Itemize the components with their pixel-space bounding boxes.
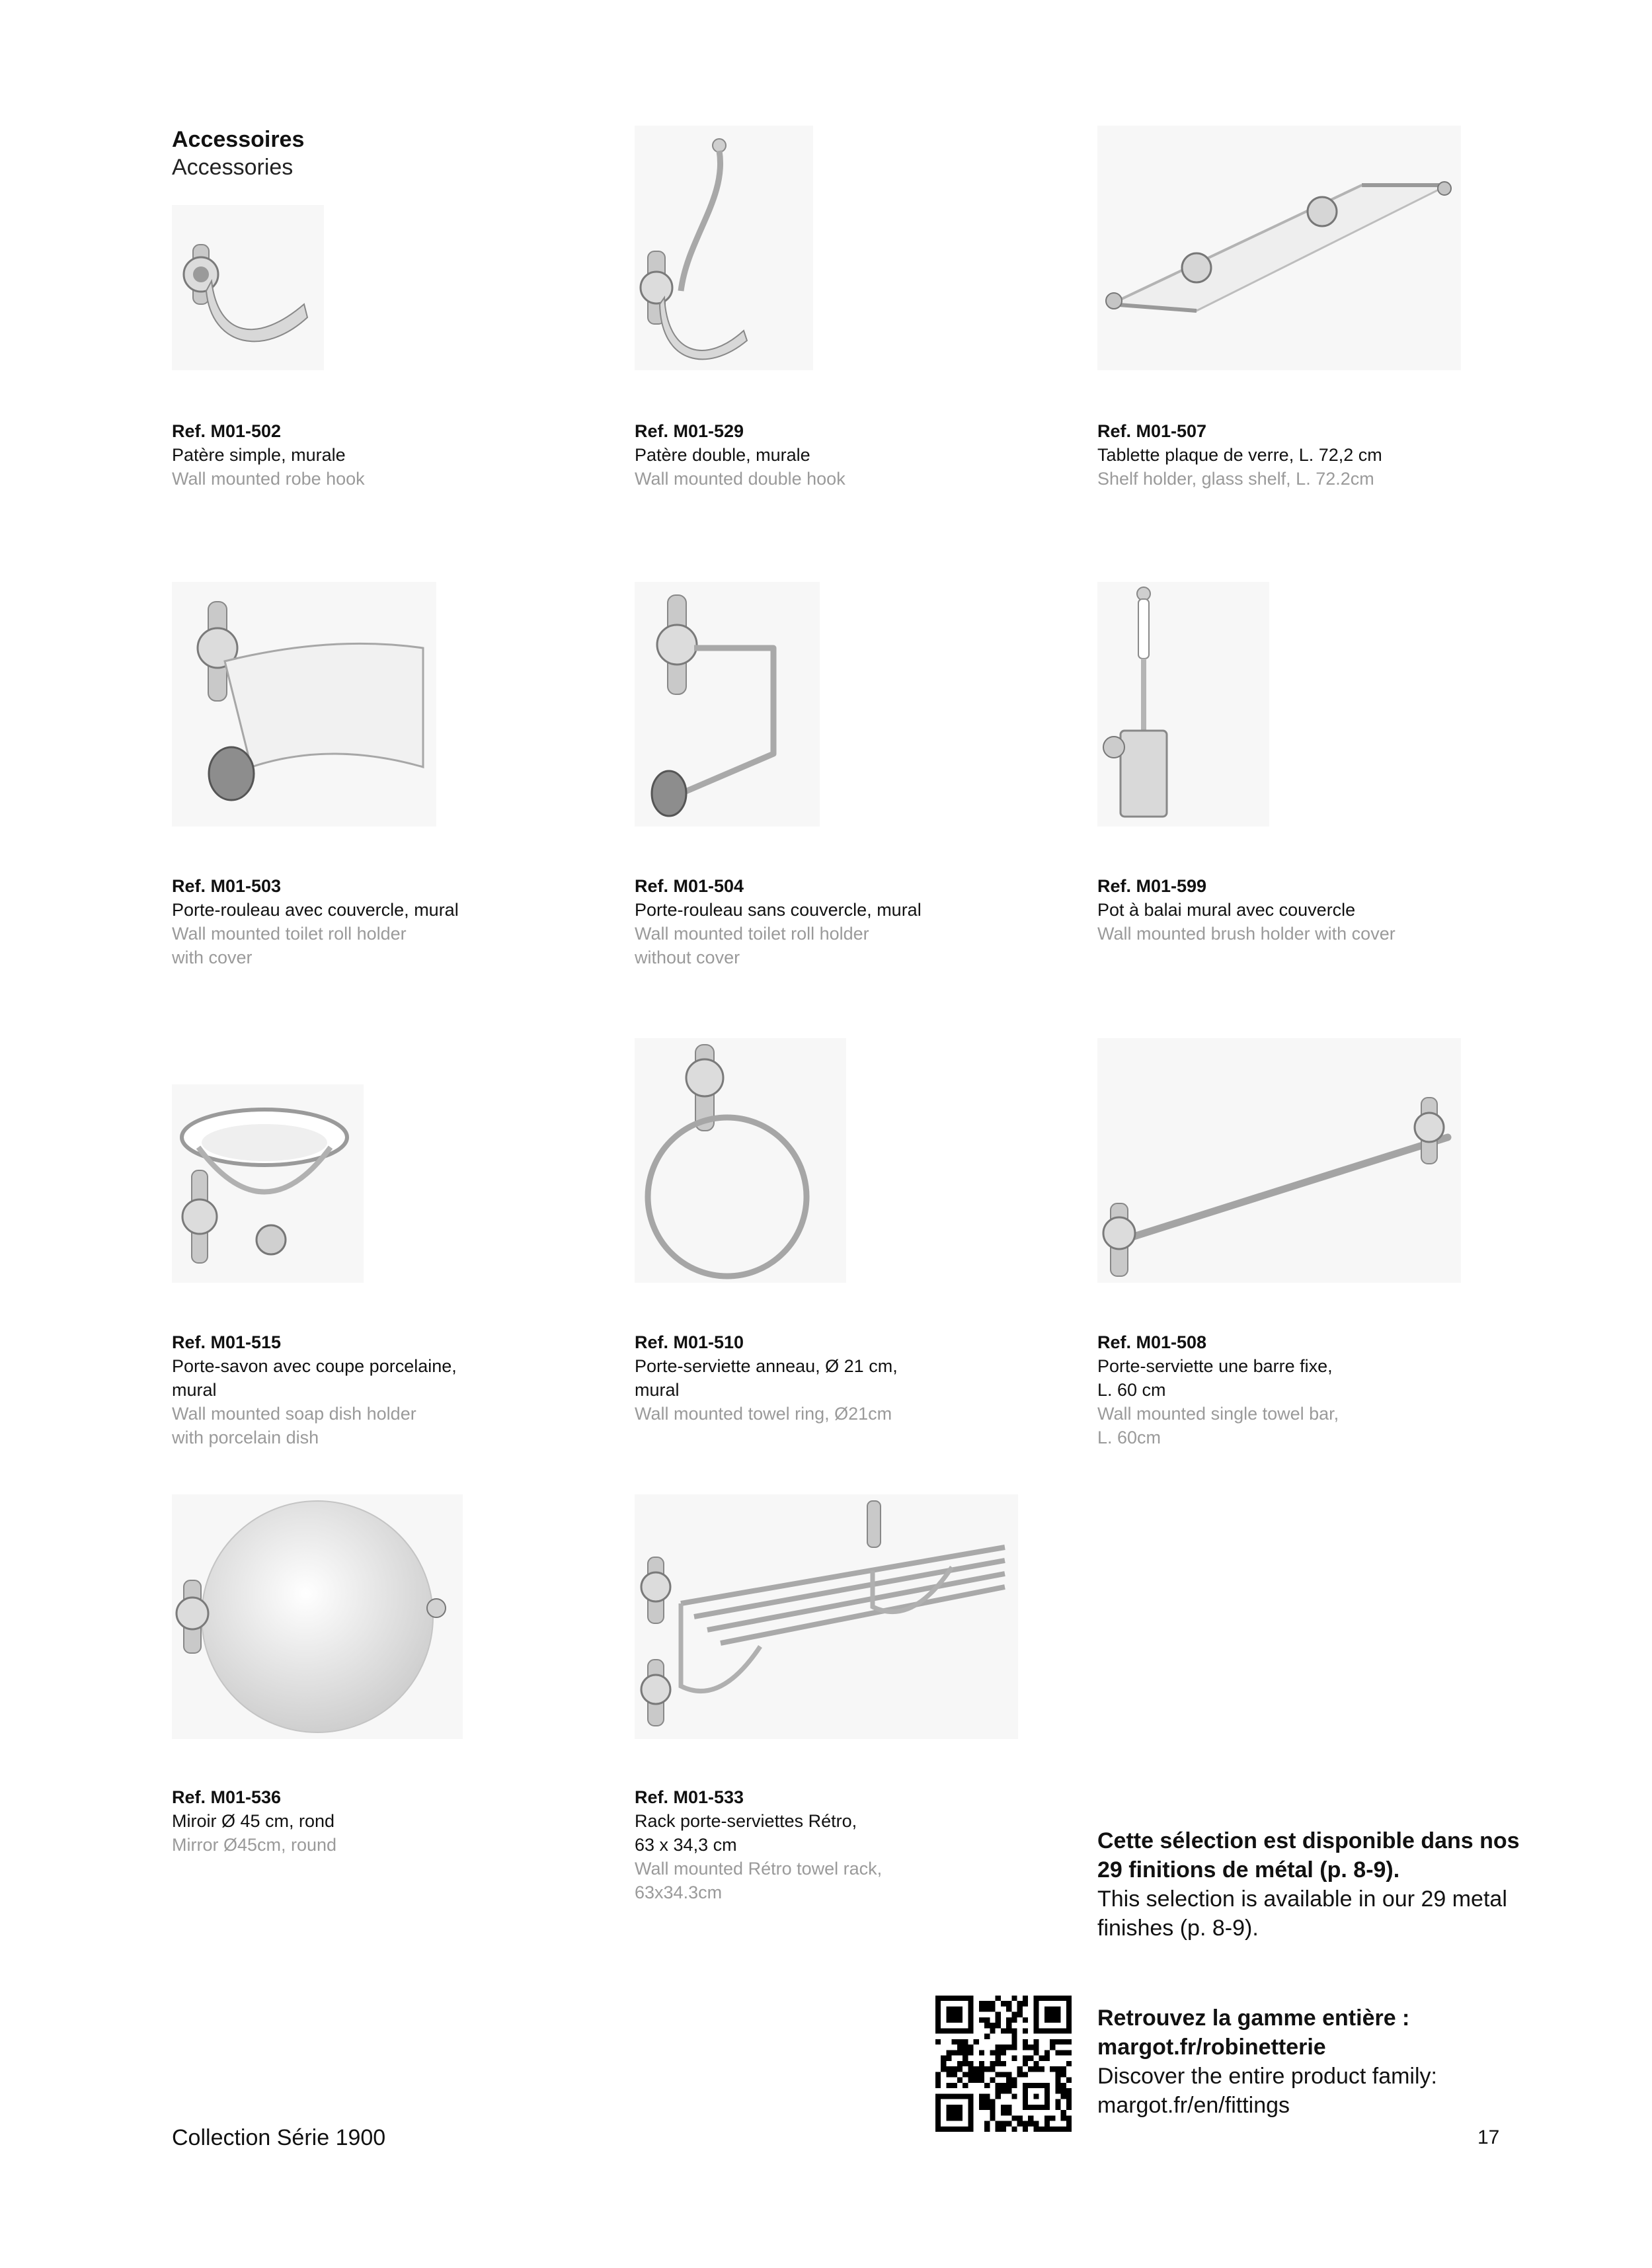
product-card bbox=[172, 419, 542, 491]
product-name-en: Wall mounted double hook bbox=[635, 469, 846, 489]
product-name-fr: Porte-rouleau sans couvercle, mural bbox=[635, 900, 922, 920]
product-card bbox=[1097, 419, 1468, 491]
section-title: Accessoires bbox=[172, 127, 305, 152]
qr-code-icon bbox=[935, 1996, 1072, 2132]
product-card bbox=[172, 1330, 542, 1449]
range-note-fr: Retrouvez la gamme entière : bbox=[1097, 2005, 1410, 2031]
double-hook-icon bbox=[635, 126, 813, 370]
product-name-fr: Patère simple, murale bbox=[172, 445, 346, 465]
product-ref: Ref. M01-599 bbox=[1097, 876, 1207, 896]
product-ref: Ref. M01-510 bbox=[635, 1332, 744, 1352]
finishes-note bbox=[1097, 1826, 1520, 1943]
product-card bbox=[635, 419, 1005, 491]
product-card bbox=[172, 874, 542, 969]
product-ref: Ref. M01-503 bbox=[172, 876, 282, 896]
product-ref: Ref. M01-502 bbox=[172, 421, 282, 441]
range-link-fr[interactable]: margot.fr/robinetterie bbox=[1097, 2035, 1326, 2060]
round-mirror-icon bbox=[172, 1494, 463, 1739]
product-name-fr: Tablette plaque de verre, L. 72,2 cm bbox=[1097, 445, 1382, 465]
page-number: 17 bbox=[1477, 2126, 1500, 2148]
product-ref: Ref. M01-536 bbox=[172, 1787, 282, 1807]
range-note bbox=[1097, 2004, 1520, 2120]
toilet-roll-holder-cover-icon bbox=[172, 582, 436, 827]
product-ref: Ref. M01-507 bbox=[1097, 421, 1207, 441]
product-card bbox=[635, 1785, 1005, 1904]
product-card bbox=[1097, 874, 1468, 946]
glass-shelf-icon bbox=[1097, 126, 1461, 370]
towel-bar-icon bbox=[1097, 1038, 1461, 1283]
product-card bbox=[1097, 1330, 1468, 1449]
soap-dish-icon bbox=[172, 1084, 364, 1283]
product-name-en: Wall mounted soap dish holder with porcelain dish bbox=[172, 1404, 416, 1447]
product-name-en: Mirror Ø45cm, round bbox=[172, 1835, 337, 1855]
product-ref: Ref. M01-504 bbox=[635, 876, 744, 896]
product-name-fr: Pot à balai mural avec couvercle bbox=[1097, 900, 1356, 920]
product-name-en: Wall mounted brush holder with cover bbox=[1097, 924, 1396, 944]
product-name-fr: Porte-serviette anneau, Ø 21 cm, mural bbox=[635, 1356, 898, 1400]
toilet-roll-holder-icon bbox=[635, 582, 820, 827]
product-ref: Ref. M01-533 bbox=[635, 1787, 744, 1807]
product-name-fr: Porte-rouleau avec couvercle, mural bbox=[172, 900, 459, 920]
collection-name: Collection Série 1900 bbox=[172, 2125, 386, 2150]
range-note-en: Discover the entire product family: bbox=[1097, 2064, 1437, 2089]
section-subtitle: Accessories bbox=[172, 155, 294, 180]
product-name-fr: Rack porte-serviettes Rétro, 63 x 34,3 cm bbox=[635, 1811, 857, 1855]
brush-holder-icon bbox=[1097, 582, 1269, 827]
product-name-fr: Porte-savon avec coupe porcelaine, mural bbox=[172, 1356, 457, 1400]
product-name-fr: Patère double, murale bbox=[635, 445, 810, 465]
product-name-en: Wall mounted toilet roll holder without cover bbox=[635, 924, 869, 967]
product-name-fr: Porte-serviette une barre fixe, L. 60 cm bbox=[1097, 1356, 1333, 1400]
product-name-en: Wall mounted towel ring, Ø21cm bbox=[635, 1404, 892, 1424]
towel-rack-icon bbox=[635, 1494, 1018, 1739]
product-ref: Ref. M01-529 bbox=[635, 421, 744, 441]
finishes-note-en: This selection is available in our 29 metal finishes (p. 8-9). bbox=[1097, 1886, 1507, 1941]
product-card bbox=[635, 874, 1005, 969]
product-ref: Ref. M01-508 bbox=[1097, 1332, 1207, 1352]
product-name-en: Wall mounted toilet roll holder with cover bbox=[172, 924, 407, 967]
towel-ring-icon bbox=[635, 1038, 846, 1283]
product-name-en: Wall mounted Rétro towel rack, 63x34.3cm bbox=[635, 1859, 883, 1902]
finishes-note-fr: Cette sélection est disponible dans nos 29 finitions de métal (p. 8-9). bbox=[1097, 1828, 1520, 1883]
product-name-en: Shelf holder, glass shelf, L. 72.2cm bbox=[1097, 469, 1374, 489]
product-ref: Ref. M01-515 bbox=[172, 1332, 282, 1352]
robe-hook-icon bbox=[172, 205, 324, 370]
product-name-fr: Miroir Ø 45 cm, rond bbox=[172, 1811, 335, 1831]
product-name-en: Wall mounted robe hook bbox=[172, 469, 365, 489]
range-link-en[interactable]: margot.fr/en/fittings bbox=[1097, 2093, 1290, 2118]
product-card bbox=[635, 1330, 1005, 1426]
product-name-en: Wall mounted single towel bar, L. 60cm bbox=[1097, 1404, 1339, 1447]
product-card bbox=[172, 1785, 542, 1857]
